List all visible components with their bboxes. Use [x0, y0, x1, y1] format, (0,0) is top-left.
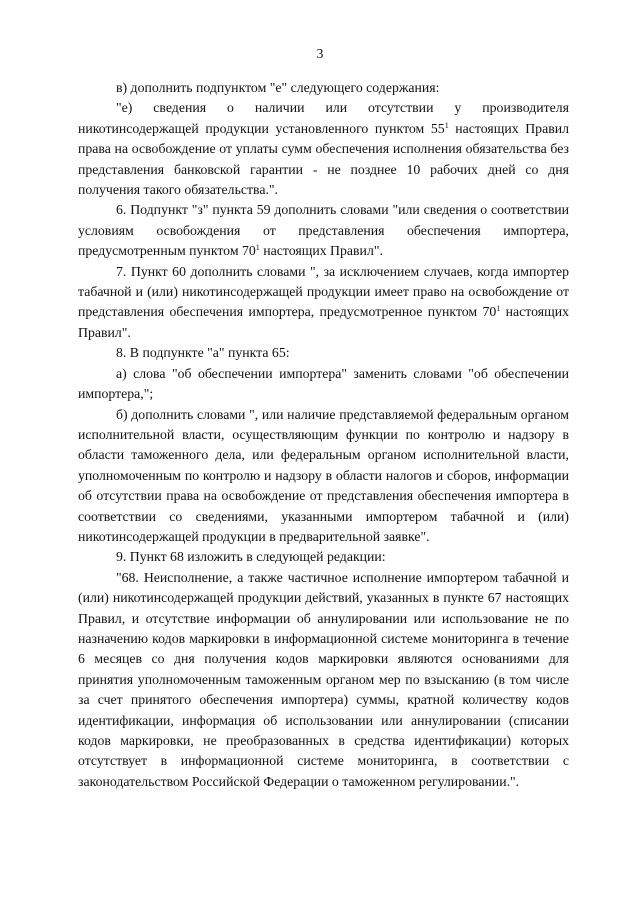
text-segment: в) дополнить подпунктом "е" следующего содержания: [116, 80, 440, 95]
text-segment: а) слова "об обеспечении импортера" заменить словами "об обеспечении импортера,"; [78, 365, 569, 402]
superscript: 1 [444, 120, 449, 130]
text-segment: 8. В подпункте "а" пункта 65: [116, 345, 290, 361]
paragraph-p5 [78, 343, 569, 363]
superscript: 1 [496, 304, 501, 314]
paragraph-p3 [78, 200, 569, 261]
superscript: 1 [255, 243, 260, 253]
paragraph-p1 [78, 78, 569, 98]
paragraph-p9 [78, 568, 569, 792]
document-body [78, 78, 569, 792]
text-segment: настоящих Правил". [78, 304, 569, 340]
page-number: 3 [316, 46, 324, 61]
text-segment: б) дополнить словами ", или наличие представляемой федеральным органом исполнительной власти, осуществляющим функции по контролю и надзору в области таможенного дела, или федеральным органом исполнительной власти, уполномоченным по контролю и надзору в области налогов и сборов, информации об отсутствии права на освобождение от представления обеспечения импортера в соответствии со сведениями, указанными импортером табачной и (или) никотинсодержащей продукции в предварительной заявке". [78, 406, 569, 544]
text-segment: 6. Подпункт "з" пункта 59 дополнить словами "или сведения о соответствии условиям освобождения от представления обеспечения импортера, предусмотренным пунктом 70 [78, 202, 569, 259]
paragraph-p8 [78, 547, 569, 567]
paragraph-p2 [78, 98, 569, 200]
text-segment: настоящих Правил права на освобождение от уплаты сумм обеспечения исполнения обязательства без представления банковской гарантии - не позднее 10 рабочих дней со дня получения такого обязательства.". [78, 120, 569, 198]
text-segment: "е) сведения о наличии или отсутствии у производителя никотинсодержащей продукции установленного пунктом 55 [78, 100, 569, 136]
text-segment: настоящих Правил". [259, 243, 383, 259]
text-segment: 9. Пункт 68 изложить в следующей редакции: [116, 549, 386, 565]
paragraph-p7 [78, 405, 569, 548]
paragraph-p4 [78, 262, 569, 344]
text-segment: 7. Пункт 60 дополнить словами ", за исключением случаев, когда импортер табачной и (или) никотинсодержащей продукции имеет право на освобождение от представления обеспечения импортера, предусмотренное пунктом 70 [78, 263, 569, 320]
paragraph-p6 [78, 364, 569, 405]
text-segment: "68. Неисполнение, а также частичное исполнение импортером табачной и (или) никотинсодержащей продукции действий, указанных в пункте 67 настоящих Правил, и отсутствие информации об аннулировании или использование не по назначению кодов маркировки в информационной системе мониторинга в течение 6 месяцев со дня получения кодов маркировки являются основаниями для принятия уполномоченным таможенным органом мер по взысканию (в том числе за счет принятого обеспечения импортера) суммы, кратной количеству кодов идентификации, информация об использовании или аннулировании (списании кодов маркировки, не преобразованных в средства идентификации) которых отсутствует в информационной системе мониторинга, в соответствии с законодательством Российской Федерации о таможенном регулировании.". [78, 569, 569, 789]
